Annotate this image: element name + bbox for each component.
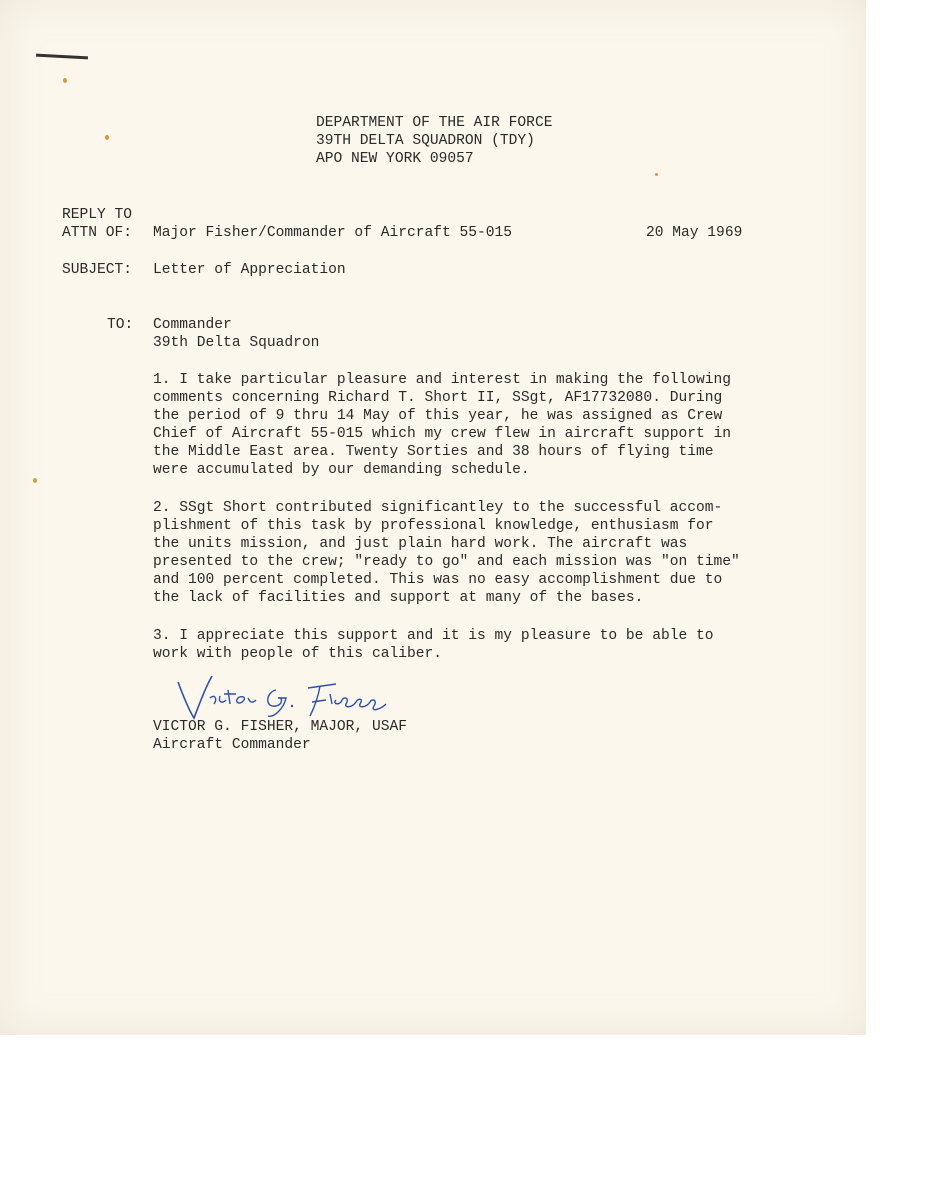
paragraph-line: were accumulated by our demanding schedule. (153, 462, 530, 478)
paragraph-line: 2. SSgt Short contributed significantley to the successful accom- (153, 500, 723, 516)
signatory-title: Aircraft Commander (153, 737, 311, 753)
letter-date: 20 May 1969 (646, 225, 743, 241)
to-recipient: Commander (153, 317, 232, 333)
attn-value: Major Fisher/Commander of Aircraft 55-015 (153, 225, 513, 241)
to-label: TO: (107, 317, 134, 333)
subject-label: SUBJECT: (62, 262, 133, 278)
paragraph-1 (153, 371, 773, 479)
paper-stain (105, 135, 109, 140)
attn-label: ATTN OF: (62, 225, 133, 241)
paragraph-line: work with people of this caliber. (153, 646, 443, 662)
paragraph-2 (153, 499, 773, 607)
paragraph-line: plishment of this task by professional knowledge, enthusiasm for (153, 518, 714, 534)
paragraph-line: 3. I appreciate this support and it is my pleasure to be able to (153, 628, 714, 644)
paragraph-line: the units mission, and just plain hard work. The aircraft was (153, 536, 688, 552)
paragraph-3 (153, 627, 773, 663)
paragraph-line: 1. I take particular pleasure and interest in making the following (153, 372, 732, 388)
subject-value: Letter of Appreciation (153, 262, 346, 278)
paragraph-line: the Middle East area. Twenty Sorties and 38 hours of flying time (153, 444, 714, 460)
handwritten-signature (174, 668, 394, 724)
paragraph-line: Chief of Aircraft 55-015 which my crew flew in aircraft support in (153, 426, 732, 442)
paper-stain (63, 78, 67, 83)
reply-to-label: REPLY TO (62, 207, 133, 223)
letterhead-address: APO NEW YORK 09057 (316, 151, 474, 167)
paragraph-line: comments concerning Richard T. Short II, SSgt, AF17732080. During (153, 390, 723, 406)
paragraph-line: presented to the crew; "ready to go" and each mission was "on time" (153, 554, 740, 570)
signatory-name: VICTOR G. FISHER, MAJOR, USAF (153, 719, 407, 735)
paragraph-line: the lack of facilities and support at many of the bases. (153, 590, 644, 606)
to-recipient-unit: 39th Delta Squadron (153, 335, 320, 351)
staple-mark (36, 54, 88, 60)
paper-stain (655, 173, 658, 176)
paper-stain (33, 478, 37, 483)
paragraph-line: and 100 percent completed. This was no easy accomplishment due to (153, 572, 723, 588)
letterhead-department: DEPARTMENT OF THE AIR FORCE (316, 115, 553, 131)
letterhead-squadron: 39TH DELTA SQUADRON (TDY) (316, 133, 535, 149)
paragraph-line: the period of 9 thru 14 May of this year, he was assigned as Crew (153, 408, 723, 424)
